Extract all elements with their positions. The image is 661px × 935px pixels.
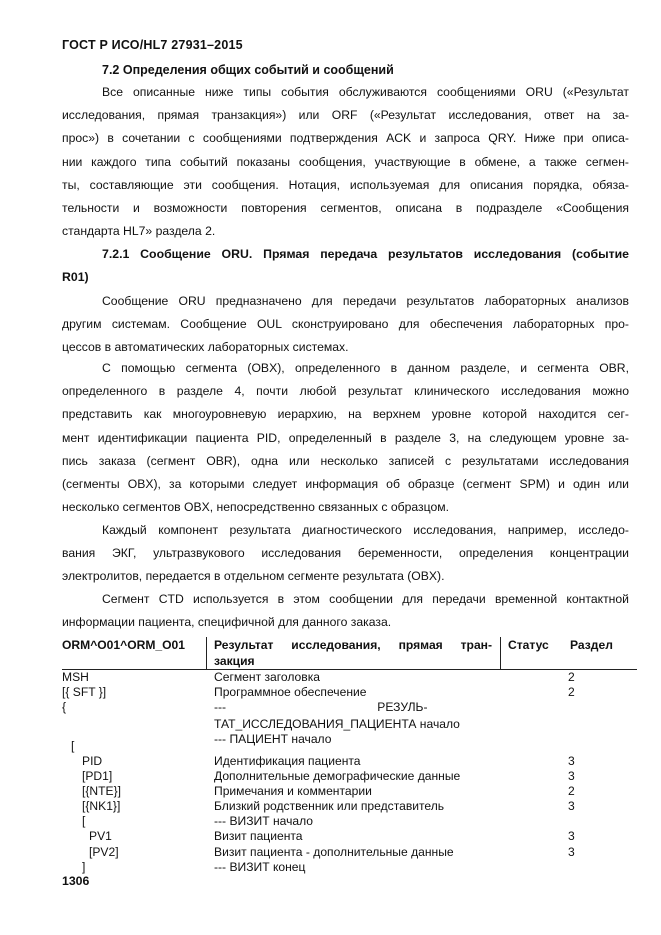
segment-cell: [PD1] xyxy=(82,769,113,783)
text-line: С помощью сегмента (OBX), определенного в данном разделе, и сегмента OBR, xyxy=(102,361,629,375)
title-line: R01) xyxy=(62,270,89,284)
header-section: Раздел xyxy=(570,638,613,652)
segment-cell: PV1 xyxy=(89,829,112,843)
table-row xyxy=(62,845,637,860)
section-cell: 3 xyxy=(568,769,575,783)
header-description xyxy=(214,637,492,669)
segment-cell: [ xyxy=(71,739,75,753)
section-cell: 2 xyxy=(568,670,575,684)
table-row xyxy=(62,814,637,829)
text-line: Все описанные ниже типы события обслуживаются сообщениями ORU («Результат xyxy=(102,85,629,99)
header-line: Результат исследования, прямая тран- xyxy=(214,638,492,652)
segment-cell: [{ SFT }] xyxy=(62,685,107,699)
text-line: пись заказа (сегмент OBR), одна или несколько записей с результатами исследования xyxy=(62,453,629,468)
page-number: 1306 xyxy=(62,874,90,888)
text-line: определенного в разделе 4, почти любой результат клинического исследования можно xyxy=(62,384,629,399)
text-line: прос») в сочетании с сообщениями подтверждения ACK и запроса QRY. Ниже при описа- xyxy=(62,131,629,146)
description-cell: Близкий родственник или представитель xyxy=(214,799,445,813)
column-divider xyxy=(500,637,501,669)
text-line: (сегменты OBX), за которыми следует информация об образце (сегмент SPM) и один или xyxy=(62,477,629,492)
table-row xyxy=(62,799,637,814)
description-cell: Визит пациента xyxy=(214,829,303,843)
result-component-paragraph xyxy=(62,519,629,589)
text-line: исследования, прямая транзакция») или ORF («Результат исследования, ответ на за- xyxy=(62,108,629,123)
header-message: ORM^O01^ORM_O01 xyxy=(62,638,185,652)
description-cell: --- РЕЗУЛЬ- xyxy=(214,700,428,714)
text-line: цессов в автоматических лабораторных системах. xyxy=(62,340,349,355)
header-status: Статус xyxy=(508,638,549,652)
segment-cell: MSH xyxy=(62,670,89,684)
table-row xyxy=(62,860,637,875)
section-cell: 3 xyxy=(568,845,575,859)
description-cell: Примечания и комментарии xyxy=(214,784,372,798)
table-row xyxy=(62,754,637,769)
text-line: информации пациента, специфичной для данного заказа. xyxy=(62,615,392,630)
description-cell: Программное обеспечение xyxy=(214,685,367,699)
table-header xyxy=(62,637,637,670)
text-line: представить как многоуровневую иерархию, на верхнем уровне которой находится сег- xyxy=(62,407,629,422)
description-cell: Сегмент заголовка xyxy=(214,670,320,684)
title-line: 7.2.1 Сообщение ORU. Прямая передача результатов исследования (событие xyxy=(102,247,629,261)
table-row xyxy=(62,739,637,754)
section-cell: 2 xyxy=(568,784,575,798)
oru-purpose-paragraph xyxy=(62,290,629,360)
description-cell: Визит пациента - дополнительные данные xyxy=(214,845,454,859)
text-line: ты, составляющие эти сообщения. Нотация, используемая для описания порядка, обяза- xyxy=(62,177,629,192)
text-line: несколько сегментов OBX, непосредственно связанных с образцом. xyxy=(62,500,449,515)
section-cell: 3 xyxy=(568,799,575,813)
segment-cell: [PV2] xyxy=(89,845,119,859)
table-row xyxy=(62,784,637,799)
segment-cell: [ xyxy=(82,814,86,828)
text-line: другим системам. Сообщение OUL сконструировано для обеспечения лабораторных про- xyxy=(62,317,629,332)
section-7-2-paragraph xyxy=(62,81,629,243)
ctd-paragraph xyxy=(62,588,629,634)
section-title-7-2-1 xyxy=(62,243,629,289)
segment-cell: { xyxy=(62,700,67,714)
table-row xyxy=(62,829,637,844)
standard-header: ГОСТ Р ИСО/HL7 27931–2015 xyxy=(62,38,243,52)
table-row xyxy=(62,685,637,700)
segment-cell: ] xyxy=(82,860,86,874)
segment-cell: [{NK1}] xyxy=(82,799,121,813)
description-cell: --- ПАЦИЕНТ начало xyxy=(214,732,332,746)
obx-hierarchy-paragraph xyxy=(62,357,629,519)
section-cell: 2 xyxy=(568,685,575,699)
segment-cell: [{NTE}] xyxy=(82,784,121,798)
text-line: вания ЭКГ, ультразвукового исследования беременности, определения концентрации xyxy=(62,546,629,561)
segment-cell: PID xyxy=(82,754,103,768)
table-row xyxy=(62,717,637,732)
table-row xyxy=(62,700,637,715)
text-line: стандарта HL7» раздела 2. xyxy=(62,224,216,239)
text-line: электролитов, передается в отдельном сегменте результата (OBX). xyxy=(62,569,445,584)
column-divider xyxy=(206,637,207,669)
text-line: Сегмент CTD используется в этом сообщении для передачи временной контактной xyxy=(102,592,629,606)
table-row xyxy=(62,670,637,685)
section-cell: 3 xyxy=(568,754,575,768)
table-row xyxy=(62,769,637,784)
description-cell: --- ВИЗИТ начало xyxy=(214,814,314,828)
description-cell: ТАТ_ИССЛЕДОВАНИЯ_ПАЦИЕНТА начало xyxy=(214,717,460,731)
description-cell: Идентификация пациента xyxy=(214,754,361,768)
text-line: мент идентификации пациента PID, определенный в разделе 3, на следующем уровне за- xyxy=(62,430,629,445)
text-line: Сообщение ORU предназначено для передачи результатов лабораторных анализов xyxy=(102,294,629,308)
text-line: Каждый компонент результата диагностического исследования, например, исследо- xyxy=(102,523,629,537)
description-cell: Дополнительные демографические данные xyxy=(214,769,461,783)
header-line: закция xyxy=(214,654,255,668)
section-title-7-2: 7.2 Определения общих событий и сообщений xyxy=(102,63,394,77)
text-line: нии каждого типа событий показаны сообщения, участвующие в обмене, а также сегмен- xyxy=(62,154,629,169)
section-cell: 3 xyxy=(568,829,575,843)
text-line: тельности и возможности повторения сегментов, описана в подразделе «Сообщения xyxy=(62,201,629,216)
description-cell: --- ВИЗИТ конец xyxy=(214,860,306,874)
